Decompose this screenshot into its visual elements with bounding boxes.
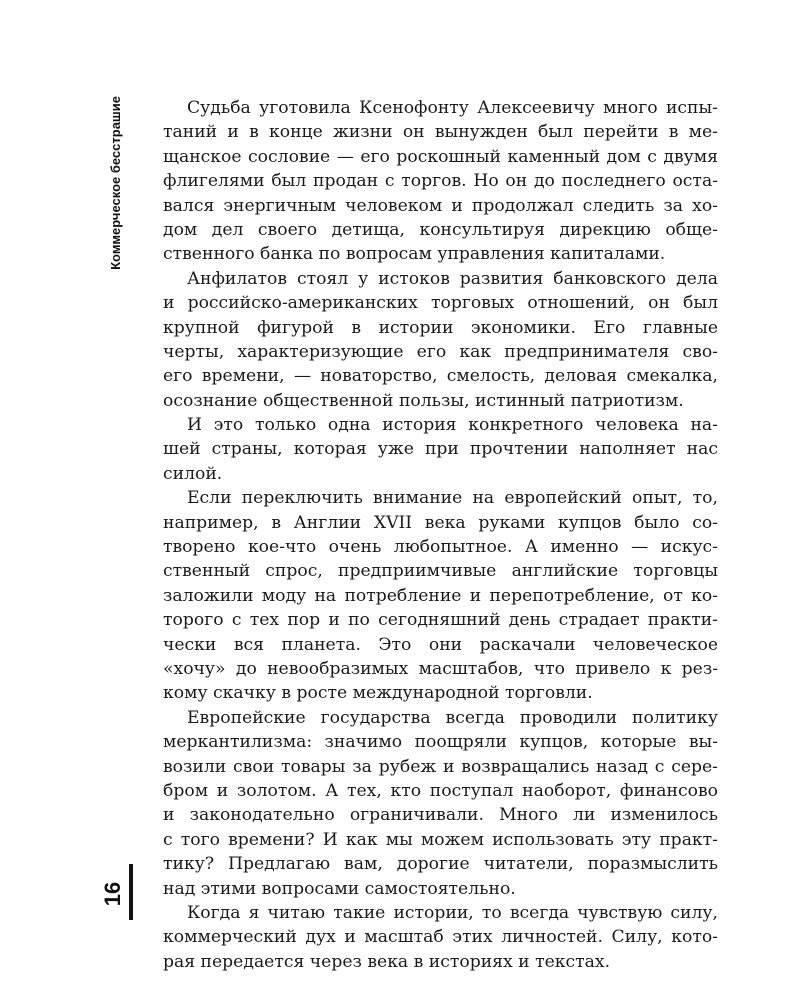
text-line: таний и в конце жизни он вынужден был перейти в ме- bbox=[163, 122, 718, 143]
text-line: над этими вопросами самостоятельно. bbox=[163, 878, 516, 899]
text-line: заложили моду на потребление и перепотребление, от ко- bbox=[163, 585, 718, 606]
text-line: например, в Англии XVII века руками купцов было со- bbox=[163, 512, 718, 533]
text-line: ственный спрос, предприимчивые английские торговцы bbox=[163, 561, 718, 582]
text-line: дом дел своего детища, консультируя дирекцию обще- bbox=[163, 219, 718, 240]
body-text bbox=[163, 96, 718, 974]
text-line: бром и золотом. А тех, кто поступал наоборот, финансово bbox=[163, 780, 718, 801]
text-line: его времени, — новаторство, смелость, деловая смекалка, bbox=[163, 366, 718, 387]
text-line: и законодательно ограничивали. Много ли изменилось bbox=[163, 805, 718, 826]
text-line: силой. bbox=[163, 463, 223, 484]
text-line: торого с тех пор и по сегодняшний день страдает практи- bbox=[163, 610, 718, 631]
text-line: тику? Предлагаю вам, дорогие читатели, поразмыслить bbox=[163, 854, 718, 875]
text-line: флигелями был продан с торгов. Но он до последнего оста- bbox=[163, 171, 718, 192]
text-line: крупной фигурой в истории экономики. Его главные bbox=[163, 317, 718, 338]
text-line: возили свои товары за рубеж и возвращались назад с сере- bbox=[163, 756, 718, 777]
running-head-title: Коммерческое бесстрашие bbox=[108, 96, 123, 270]
text-line: с того времени? И как мы можем использовать эту практ- bbox=[163, 829, 718, 850]
running-head bbox=[108, 96, 124, 296]
text-line: чески вся планета. Это они раскачали человеческое bbox=[163, 634, 718, 655]
text-line: творено кое-что очень любопытное. А именно — искус- bbox=[163, 537, 718, 558]
text-line: коммерческий дух и масштаб этих личностей. Силу, кото- bbox=[163, 927, 718, 948]
page-number-rule bbox=[129, 864, 133, 920]
text-line: черты, характеризующие его как предпринимателя сво- bbox=[163, 341, 718, 362]
text-line: меркантилизма: значимо поощряли купцов, которые вы- bbox=[163, 732, 718, 753]
page-number bbox=[100, 880, 126, 908]
text-line: щанское сословие — его роскошный каменный дом с двумя bbox=[163, 146, 718, 167]
text-line: ственного банка по вопросам управления капиталами. bbox=[163, 244, 666, 265]
text-line: шей страны, которая уже при прочтении наполняет нас bbox=[163, 439, 718, 460]
text-line: Когда я читаю такие истории, то всегда чувствую силу, bbox=[187, 902, 718, 923]
page-number-label: 16 bbox=[100, 881, 125, 907]
text-line: вался энергичным человеком и продолжал следить за хо- bbox=[163, 195, 718, 216]
text-line: и российско-американских торговых отношений, он был bbox=[163, 293, 718, 314]
text-line: «хочу» до невообразимых масштабов, что привело к рез- bbox=[163, 658, 718, 679]
text-line: Если переключить внимание на европейский опыт, то, bbox=[187, 488, 718, 509]
text-line: Судьба уготовила Ксенофонту Алексеевичу много испы- bbox=[187, 98, 718, 118]
text-line: И это только одна история конкретного человека на- bbox=[187, 415, 718, 436]
text-line: кому скачку в росте международной торговли. bbox=[163, 683, 593, 704]
text-line: Европейские государства всегда проводили политику bbox=[187, 707, 718, 728]
text-line: Анфилатов стоял у истоков развития банковского дела bbox=[187, 268, 718, 289]
text-line: осознание общественной пользы, истинный патриотизм. bbox=[163, 390, 684, 411]
text-line: рая передается через века в историях и текстах. bbox=[163, 951, 611, 972]
